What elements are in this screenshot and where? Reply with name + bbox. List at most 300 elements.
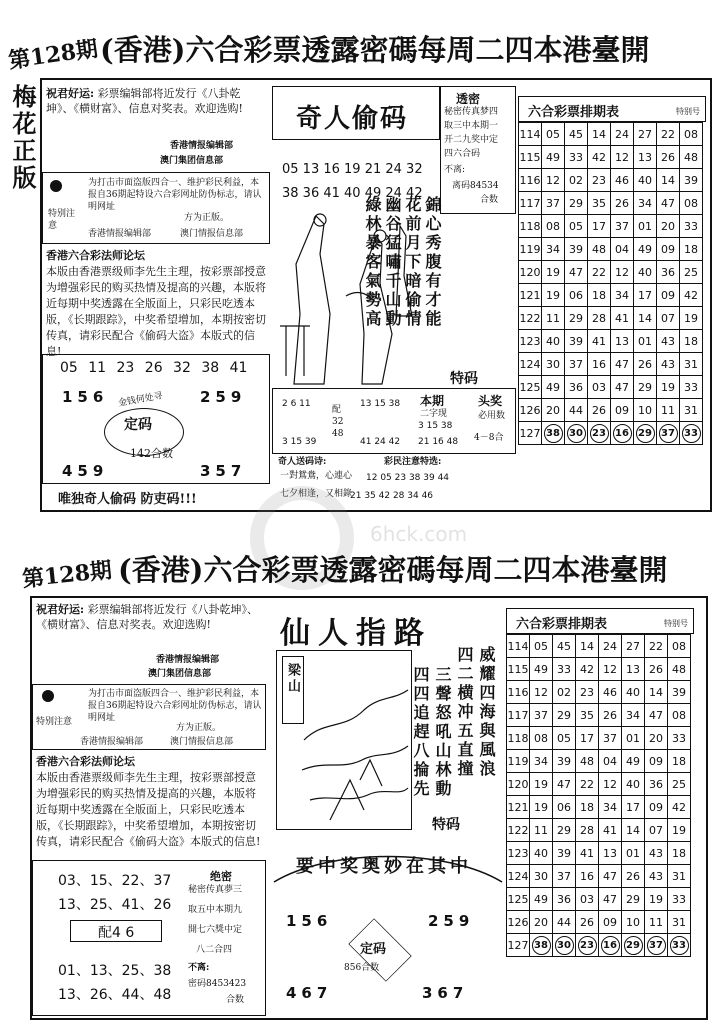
- forum-title: 香港六合彩法师论坛: [46, 249, 145, 262]
- table-cell: 116: [507, 681, 530, 704]
- table-cell: 31: [668, 865, 691, 888]
- table-cell: 34: [542, 238, 565, 261]
- table-cell: 06: [553, 796, 576, 819]
- table-cell: 09: [599, 911, 622, 934]
- table-cell: 115: [507, 658, 530, 681]
- table-cell: 123: [507, 842, 530, 865]
- table-cell: 12: [599, 658, 622, 681]
- table-cell: 19: [668, 819, 691, 842]
- greeting-sign-2: 澳门集团信息部: [160, 156, 224, 166]
- table-cell: 20: [542, 399, 565, 422]
- table-cell: 122: [507, 819, 530, 842]
- money-bottom-right: 357: [200, 462, 247, 480]
- issue-number: 第128期: [6, 35, 100, 75]
- table-cell: 26: [611, 192, 634, 215]
- table-cell: 116: [519, 169, 542, 192]
- circled-number: 30: [567, 424, 586, 443]
- table-cell: 14: [588, 123, 611, 146]
- table-row: [519, 261, 703, 284]
- table-cell: 07: [657, 307, 680, 330]
- table-cell: 09: [611, 399, 634, 422]
- table-cell-circled: [565, 422, 588, 445]
- table-cell: 40: [530, 842, 553, 865]
- table-cell: 30: [542, 353, 565, 376]
- secret-buli: 不离:: [444, 165, 466, 175]
- circled-number: 23: [578, 936, 597, 955]
- table-cell: 46: [599, 681, 622, 704]
- table-cell: 42: [668, 796, 691, 819]
- secret-line-1b: 秘密传真夢三: [188, 885, 243, 895]
- money2-bottom-right: 367: [422, 984, 469, 1002]
- watermark-text: 6hck.com: [370, 522, 468, 546]
- table-cell: 29: [553, 819, 576, 842]
- table-cell: 37: [565, 353, 588, 376]
- money2-top-left: 156: [286, 912, 333, 930]
- table-row: [507, 865, 691, 888]
- table-cell: 26: [588, 399, 611, 422]
- poem2-col-1: 威耀四海與風浪: [477, 646, 496, 779]
- table-row: [519, 169, 703, 192]
- money2-sub: 856合数: [344, 963, 380, 973]
- table-cell: 39: [565, 330, 588, 353]
- table-cell: 29: [565, 307, 588, 330]
- table-cell: 47: [599, 888, 622, 911]
- numbers-row: 05 11 23 26 32 38 41: [60, 360, 248, 376]
- table-cell: 45: [565, 123, 588, 146]
- table-cell: 14: [657, 169, 680, 192]
- table-cell: 125: [519, 376, 542, 399]
- table-cell: 36: [657, 261, 680, 284]
- greeting-sign-2b: 澳门集团信息部: [148, 669, 212, 679]
- table-cell: 44: [565, 399, 588, 422]
- table-cell-circled: [588, 422, 611, 445]
- table-row: [519, 215, 703, 238]
- table-cell: 39: [565, 238, 588, 261]
- table-cell: 14: [622, 819, 645, 842]
- table-cell: 19: [645, 888, 668, 911]
- secret-line-4b: 八二合四: [196, 945, 233, 955]
- table-cell: 33: [680, 215, 703, 238]
- table-cell: 23: [576, 681, 599, 704]
- table-cell: 08: [668, 635, 691, 658]
- table-cell: 40: [542, 330, 565, 353]
- greeting-block: [46, 86, 268, 116]
- table-cell: 04: [611, 238, 634, 261]
- table-cell: 23: [588, 169, 611, 192]
- table-cell: 126: [507, 911, 530, 934]
- notice-text-2: 为打击市面盗版四合一、维护彩民利益，本报自36期起特设六合彩网址防伪标志，请认明网址: [88, 689, 262, 723]
- notice-sign-left-2: 香港情报编辑部: [80, 737, 144, 747]
- table-cell: 49: [542, 376, 565, 399]
- table-cell: 119: [507, 750, 530, 773]
- table-cell: 25: [680, 261, 703, 284]
- table-cell: 37: [553, 865, 576, 888]
- table-cell: 24: [611, 123, 634, 146]
- circled-number: 29: [636, 424, 655, 443]
- table-cell: 11: [645, 911, 668, 934]
- table-cell: 19: [542, 261, 565, 284]
- table-cell: 26: [622, 865, 645, 888]
- table-cell: 08: [680, 192, 703, 215]
- notice-sign-left: 香港情报编辑部: [88, 229, 152, 239]
- arc-text: 要中奖奥妙在其中: [296, 856, 472, 877]
- sheet-title-2: (香港)六合彩票透露密碼每周二四本港臺開: [118, 553, 668, 587]
- table-cell: 27: [622, 635, 645, 658]
- this-issue-l2: 21 16 48: [418, 437, 459, 447]
- table-cell: 14: [634, 307, 657, 330]
- table-cell: 12: [611, 146, 634, 169]
- table-cell: 22: [657, 123, 680, 146]
- money-center: 定码: [124, 417, 152, 433]
- table-cell: 13: [599, 842, 622, 865]
- table-cell: 47: [645, 704, 668, 727]
- table-cell: 27: [634, 123, 657, 146]
- table-cell: 37: [611, 215, 634, 238]
- table-cell: 40: [622, 773, 645, 796]
- table-row: [519, 399, 703, 422]
- group-3: 01、13、25、38: [58, 963, 172, 979]
- poem-col-1: 錦心秀腹有才能: [423, 196, 442, 329]
- head-prize-sub: 必用数: [478, 411, 506, 421]
- table-cell: 16: [576, 865, 599, 888]
- table-cell: 17: [576, 727, 599, 750]
- table-cell: 34: [530, 750, 553, 773]
- forum-title-2: 香港六合彩法师论坛: [36, 755, 135, 768]
- table-cell: 18: [680, 330, 703, 353]
- table-cell: 114: [519, 123, 542, 146]
- table-row: [507, 796, 691, 819]
- table-cell: 12: [611, 261, 634, 284]
- table-cell: 31: [680, 353, 703, 376]
- poem-col-4: 綠林暴客氣勢高: [363, 196, 382, 329]
- table-cell: 43: [657, 330, 680, 353]
- greeting-sign-1b: 香港情报编辑部: [156, 655, 220, 665]
- secret-head-2: 绝密: [210, 870, 232, 883]
- table-cell: 25: [668, 773, 691, 796]
- schedule-tag-2: 特别号: [664, 619, 688, 628]
- poem2-col-2: 四二横冲五直撞: [455, 646, 474, 779]
- codes-line-2: 38 36 41 40 49 24 42: [282, 186, 423, 201]
- this-issue-sub: 二字现: [420, 409, 448, 419]
- secret-unit: 合数: [480, 195, 499, 205]
- table-cell: 12: [599, 773, 622, 796]
- table-cell: 08: [668, 704, 691, 727]
- table-cell: 118: [519, 215, 542, 238]
- table-cell: 123: [519, 330, 542, 353]
- table-cell: 120: [519, 261, 542, 284]
- table-cell: 02: [565, 169, 588, 192]
- small-left-2: 3 15 39: [282, 437, 317, 447]
- table-cell: 26: [645, 658, 668, 681]
- table-row: [507, 704, 691, 727]
- table-cell: 08: [680, 123, 703, 146]
- table-cell: 43: [645, 865, 668, 888]
- table-cell: 39: [668, 681, 691, 704]
- table-cell: 05: [553, 727, 576, 750]
- table-cell: 127: [519, 422, 542, 445]
- table-row-last: [507, 934, 691, 957]
- money-top-left: 156: [62, 388, 109, 406]
- table-cell: 36: [645, 773, 668, 796]
- table-cell: 20: [530, 911, 553, 934]
- table-cell: 29: [553, 704, 576, 727]
- table-cell: 14: [645, 681, 668, 704]
- notice-label-2: 特别注意: [36, 717, 73, 727]
- table-cell: 33: [668, 727, 691, 750]
- schedule-table: [518, 122, 703, 445]
- table-cell: 09: [645, 796, 668, 819]
- special-line-2: 21 35 42 28 34 46: [350, 491, 434, 501]
- money-bottom-left: 459: [62, 462, 109, 480]
- table-cell: 124: [519, 353, 542, 376]
- greeting-lead-2: 祝君好运:: [36, 603, 85, 616]
- table-cell: 29: [634, 376, 657, 399]
- group-1: 03、15、22、37: [58, 873, 172, 889]
- table-row: [507, 819, 691, 842]
- table-cell: 05: [530, 635, 553, 658]
- table-cell: 01: [634, 215, 657, 238]
- tema-label-2: 特码: [432, 817, 460, 833]
- poem2-line-2: 七夕相逢，又相錄: [280, 489, 353, 499]
- table-cell: 41: [611, 307, 634, 330]
- table-cell: 48: [668, 658, 691, 681]
- table-cell: 18: [668, 842, 691, 865]
- table-cell: 114: [507, 635, 530, 658]
- table-cell: 41: [599, 819, 622, 842]
- table-cell: 40: [634, 169, 657, 192]
- table-cell: 48: [680, 146, 703, 169]
- table-cell: 125: [507, 888, 530, 911]
- table-cell: 11: [530, 819, 553, 842]
- small-left-1: 2 6 11: [282, 399, 311, 409]
- table-cell: 117: [507, 704, 530, 727]
- pei-label: 配32 48: [332, 405, 344, 439]
- forum-text: 本版由香港票级师李先生主理，按彩票部授意为增强彩民的购买热情及提高的兴趣，本版将近每期中奖透露在全版面上，只彩民吃透本版，《长期跟踪》，中奖希望增加，本期按密切传真，请彩民配合《偷码大盗》本版式的信息!: [46, 265, 266, 358]
- secret-code: 离码84534: [452, 181, 499, 191]
- circled-number: 37: [647, 936, 666, 955]
- this-issue-l1: 3 15 38: [418, 421, 453, 431]
- head-prize-range: 4－8合: [474, 433, 504, 443]
- table-cell: 19: [530, 773, 553, 796]
- money-top-right: 259: [200, 388, 247, 406]
- table-cell: 34: [622, 704, 645, 727]
- table-cell: 09: [657, 238, 680, 261]
- table-cell: 04: [599, 750, 622, 773]
- notice-sign-right-1: 方为正版。: [184, 213, 230, 223]
- money-arc-text: 金钱何处寻: [117, 391, 164, 409]
- small-mid-2: 41 24 42: [360, 437, 401, 447]
- table-cell: 33: [680, 376, 703, 399]
- table-cell: 42: [680, 284, 703, 307]
- head-prize-head: 头奖: [478, 394, 503, 408]
- main-title: 奇人偷码: [296, 104, 409, 134]
- table-cell: 48: [576, 750, 599, 773]
- table-cell: 36: [553, 888, 576, 911]
- table-cell-circled: [657, 422, 680, 445]
- circled-number: 23: [590, 424, 609, 443]
- table-cell: 05: [565, 215, 588, 238]
- table-cell: 37: [542, 192, 565, 215]
- schedule-tag: 特别号: [676, 107, 700, 116]
- table-cell: 115: [519, 146, 542, 169]
- table-cell: 16: [588, 353, 611, 376]
- table-cell: 03: [588, 376, 611, 399]
- table-cell: 02: [553, 681, 576, 704]
- table-cell: 33: [553, 658, 576, 681]
- table-cell-circled: [553, 934, 576, 957]
- table-cell: 49: [530, 658, 553, 681]
- table-cell-circled: [668, 934, 691, 957]
- greeting-text-2: 彩票编辑部将近发行《八卦乾坤》、《横财富》、信息对奖表。欢迎选购!: [36, 603, 259, 631]
- table-row: [507, 773, 691, 796]
- table-cell: 34: [634, 192, 657, 215]
- table-cell: 10: [622, 911, 645, 934]
- table-cell: 14: [576, 635, 599, 658]
- table-cell: 49: [634, 238, 657, 261]
- table-cell: 24: [599, 635, 622, 658]
- table-cell: 08: [542, 215, 565, 238]
- table-cell: 34: [611, 284, 634, 307]
- footer-slogan: 唯独奇人偷码 防吏码!!!: [58, 492, 197, 507]
- table-row: [507, 658, 691, 681]
- table-cell: 20: [645, 727, 668, 750]
- table-cell: 19: [657, 376, 680, 399]
- table-cell: 01: [622, 842, 645, 865]
- illustration-landscape: [300, 660, 410, 826]
- table-cell: 49: [530, 888, 553, 911]
- table-cell: 20: [657, 215, 680, 238]
- tema-label: 特码: [450, 371, 478, 387]
- table-cell: 33: [565, 146, 588, 169]
- table-cell: 47: [611, 353, 634, 376]
- circled-number: 33: [682, 424, 701, 443]
- table-cell: 47: [611, 376, 634, 399]
- schedule-table-2: [506, 634, 691, 957]
- table-cell: 46: [611, 169, 634, 192]
- table-cell: 31: [680, 399, 703, 422]
- table-cell: 18: [588, 284, 611, 307]
- table-cell-circled: [542, 422, 565, 445]
- table-cell: 06: [565, 284, 588, 307]
- table-cell: 19: [530, 796, 553, 819]
- table-cell: 41: [588, 330, 611, 353]
- schedule-title: 六合彩票排期表: [528, 105, 620, 120]
- table-cell: 121: [519, 284, 542, 307]
- table-cell: 122: [519, 307, 542, 330]
- table-cell: 37: [530, 704, 553, 727]
- table-cell: 09: [645, 750, 668, 773]
- table-row: [507, 635, 691, 658]
- table-cell: 28: [576, 819, 599, 842]
- table-row: [507, 911, 691, 934]
- secret-code-2: 密码8453423: [188, 979, 247, 989]
- group-4: 13、26、44、48: [58, 987, 172, 1003]
- group-pei: 配4 6: [98, 925, 135, 941]
- table-cell: 13: [611, 330, 634, 353]
- money2-bottom-left: 467: [286, 984, 333, 1002]
- group-2: 13、25、41、26: [58, 897, 172, 913]
- table-cell: 11: [542, 307, 565, 330]
- table-cell: 37: [599, 727, 622, 750]
- table-cell: 47: [599, 865, 622, 888]
- table-cell: 26: [576, 911, 599, 934]
- poem-col-3: 幽谷猛嘯千山動: [383, 196, 402, 329]
- table-cell: 127: [507, 934, 530, 957]
- table-cell-circled: [599, 934, 622, 957]
- table-cell: 43: [657, 353, 680, 376]
- main-title-2: 仙人指路: [280, 616, 432, 651]
- poem2-head: 奇人送码诗:: [278, 457, 327, 467]
- table-cell: 49: [622, 750, 645, 773]
- table-cell: 49: [542, 146, 565, 169]
- table-row: [519, 307, 703, 330]
- table-cell: 18: [680, 238, 703, 261]
- forum-text-2: 本版由香港票级师李先生主理，按彩票部授意为增强彩民的购买热情及提高的兴趣，本版将近每期中奖透露在全版面上，只彩民吃透本版，《长期跟踪》，中奖希望增加，本期按密切传真，请彩民配合《偷码大盗》本版式的信息!: [36, 771, 261, 848]
- greeting-text: 彩票编辑部将近发行《八卦乾坤》、《横财富》、信息对奖表。欢迎选购!: [46, 87, 243, 115]
- table-row: [507, 750, 691, 773]
- table-cell: 07: [645, 819, 668, 842]
- greeting-sign-1: 香港情报编辑部: [170, 141, 234, 151]
- table-cell: 48: [588, 238, 611, 261]
- table-cell: 35: [576, 704, 599, 727]
- table-cell: 26: [634, 353, 657, 376]
- special-head: 彩民注意特选:: [384, 457, 442, 467]
- notice-sign-right-2b: 澳门情报信息部: [170, 737, 234, 747]
- table-cell: 18: [668, 750, 691, 773]
- schedule-title-2: 六合彩票排期表: [516, 617, 608, 632]
- circled-number: 30: [555, 936, 574, 955]
- table-cell: 29: [565, 192, 588, 215]
- table-cell: 28: [588, 307, 611, 330]
- table-row: [507, 681, 691, 704]
- table-cell-circled: [645, 934, 668, 957]
- table-cell: 18: [576, 796, 599, 819]
- table-row: [519, 376, 703, 399]
- table-cell: 01: [634, 330, 657, 353]
- table-cell: 13: [634, 146, 657, 169]
- table-cell: 12: [542, 169, 565, 192]
- circled-number: 38: [544, 424, 563, 443]
- poem-col-2: 花前月下暗偷情: [403, 196, 422, 329]
- table-row: [519, 123, 703, 146]
- notice-sign-right-2: 澳门情报信息部: [180, 229, 244, 239]
- small-mid-1: 13 15 38: [360, 399, 401, 409]
- circled-number: 33: [670, 936, 689, 955]
- special-line-1: 12 05 23 38 39 44: [366, 473, 450, 483]
- secret-head: 透密: [456, 92, 481, 106]
- table-row: [519, 238, 703, 261]
- table-row: [507, 888, 691, 911]
- table-cell: 08: [530, 727, 553, 750]
- table-cell-circled: [634, 422, 657, 445]
- table-row: [519, 284, 703, 307]
- bomb-icon: [50, 180, 62, 192]
- table-cell: 26: [599, 704, 622, 727]
- table-cell: 17: [634, 284, 657, 307]
- table-cell: 40: [622, 681, 645, 704]
- secret-line-1: 秘密传真梦四: [444, 107, 499, 117]
- table-cell: 40: [634, 261, 657, 284]
- secret-line-2: 取三中本期一: [444, 121, 499, 131]
- table-cell: 13: [622, 658, 645, 681]
- poem2-line-1: 一對鴛鴦，心連心: [280, 471, 353, 481]
- poem2-col-3: 三聲怒吼山林動: [433, 666, 452, 799]
- secret-line-2b: 取五中本期九: [188, 905, 243, 915]
- table-cell: 17: [588, 215, 611, 238]
- table-cell: 05: [542, 123, 565, 146]
- circled-number: 37: [659, 424, 678, 443]
- table-cell: 33: [668, 888, 691, 911]
